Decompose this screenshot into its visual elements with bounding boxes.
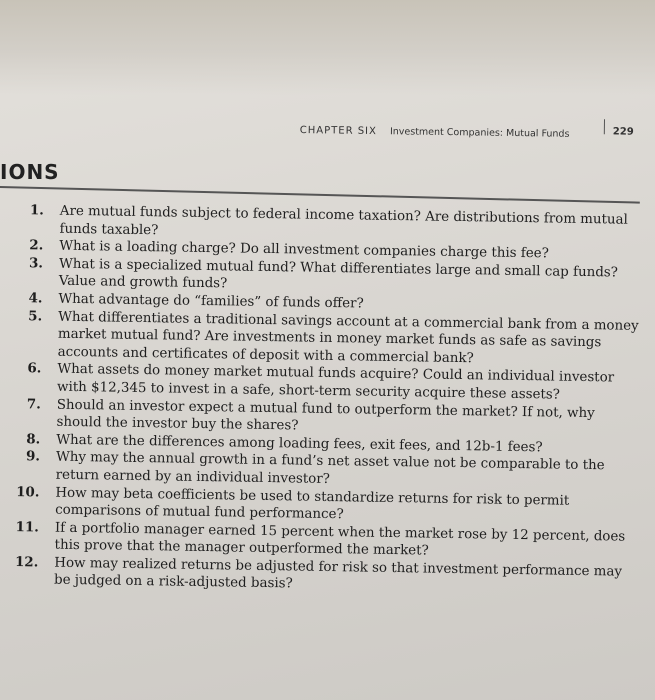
chapter-label: CHAPTER SIX — [299, 124, 377, 138]
question-number: 9. — [25, 448, 41, 465]
question-text: Are mutual funds subject to federal income taxation? Are distributions from mutual funds taxable? — [59, 203, 628, 238]
question-number: 2. — [29, 237, 44, 254]
page-top-shadow — [0, 0, 655, 95]
question-text: If a portfolio manager earned 15 percent when the market rose by 12 percent, does this prove that the manager outperformed the market? — [54, 520, 626, 559]
question-list — [8, 202, 644, 599]
question-number: 6. — [27, 360, 42, 377]
question-text: What differentiates a traditional savings account at a commercial bank from a money market mutual fund? Are investments in money market funds as safe as savings accounts and certificates of deposit with a commercial bank? — [57, 309, 639, 366]
section-heading: IONS — [0, 160, 60, 184]
question-number: 8. — [26, 430, 41, 448]
question-text: Why may the annual growth in a fund’s net asset value not be comparable to the return earned by an individual investor? — [55, 450, 605, 487]
question-text: How may realized returns be adjusted for risk so that investment performance may be judged on a risk-adjusted basis? — [53, 555, 623, 592]
header-divider — [604, 119, 605, 134]
question-text: What advantage do “families” of funds offer? — [58, 291, 364, 312]
question-text: What assets do money market mutual funds acquire? Could an individual investor with $12,345 to invest in a safe, short-term security acquire these assets? — [56, 362, 615, 403]
question-number: 1. — [29, 202, 44, 219]
question-number: 3. — [28, 255, 44, 272]
question-number: 5. — [28, 307, 43, 325]
question-text: Should an investor expect a mutual fund to outperform the market? If not, why should the investor buy the shares? — [56, 397, 595, 434]
section-rule — [0, 186, 640, 204]
question-text: What is a loading charge? Do all investment companies charge this fee? — [59, 238, 549, 262]
question-number: 4. — [28, 290, 43, 307]
running-header — [299, 118, 634, 141]
question-number: 10. — [16, 483, 40, 500]
question-number: 12. — [14, 553, 39, 571]
question-number: 11. — [15, 518, 40, 536]
chapter-title: Investment Companies: Mutual Funds — [389, 126, 570, 140]
question-text: What is a specialized mutual fund? What differentiates large and small cap funds? Value and growth funds? — [58, 256, 619, 292]
page-number: 229 — [612, 126, 634, 138]
question-text: What are the differences among loading fees, exit fees, and 12b-1 fees? — [56, 432, 543, 456]
question-text: How may beta coefficients be used to standardize returns for risk to permit comparisons of mutual fund performance? — [55, 485, 570, 523]
question-number: 7. — [26, 395, 41, 412]
